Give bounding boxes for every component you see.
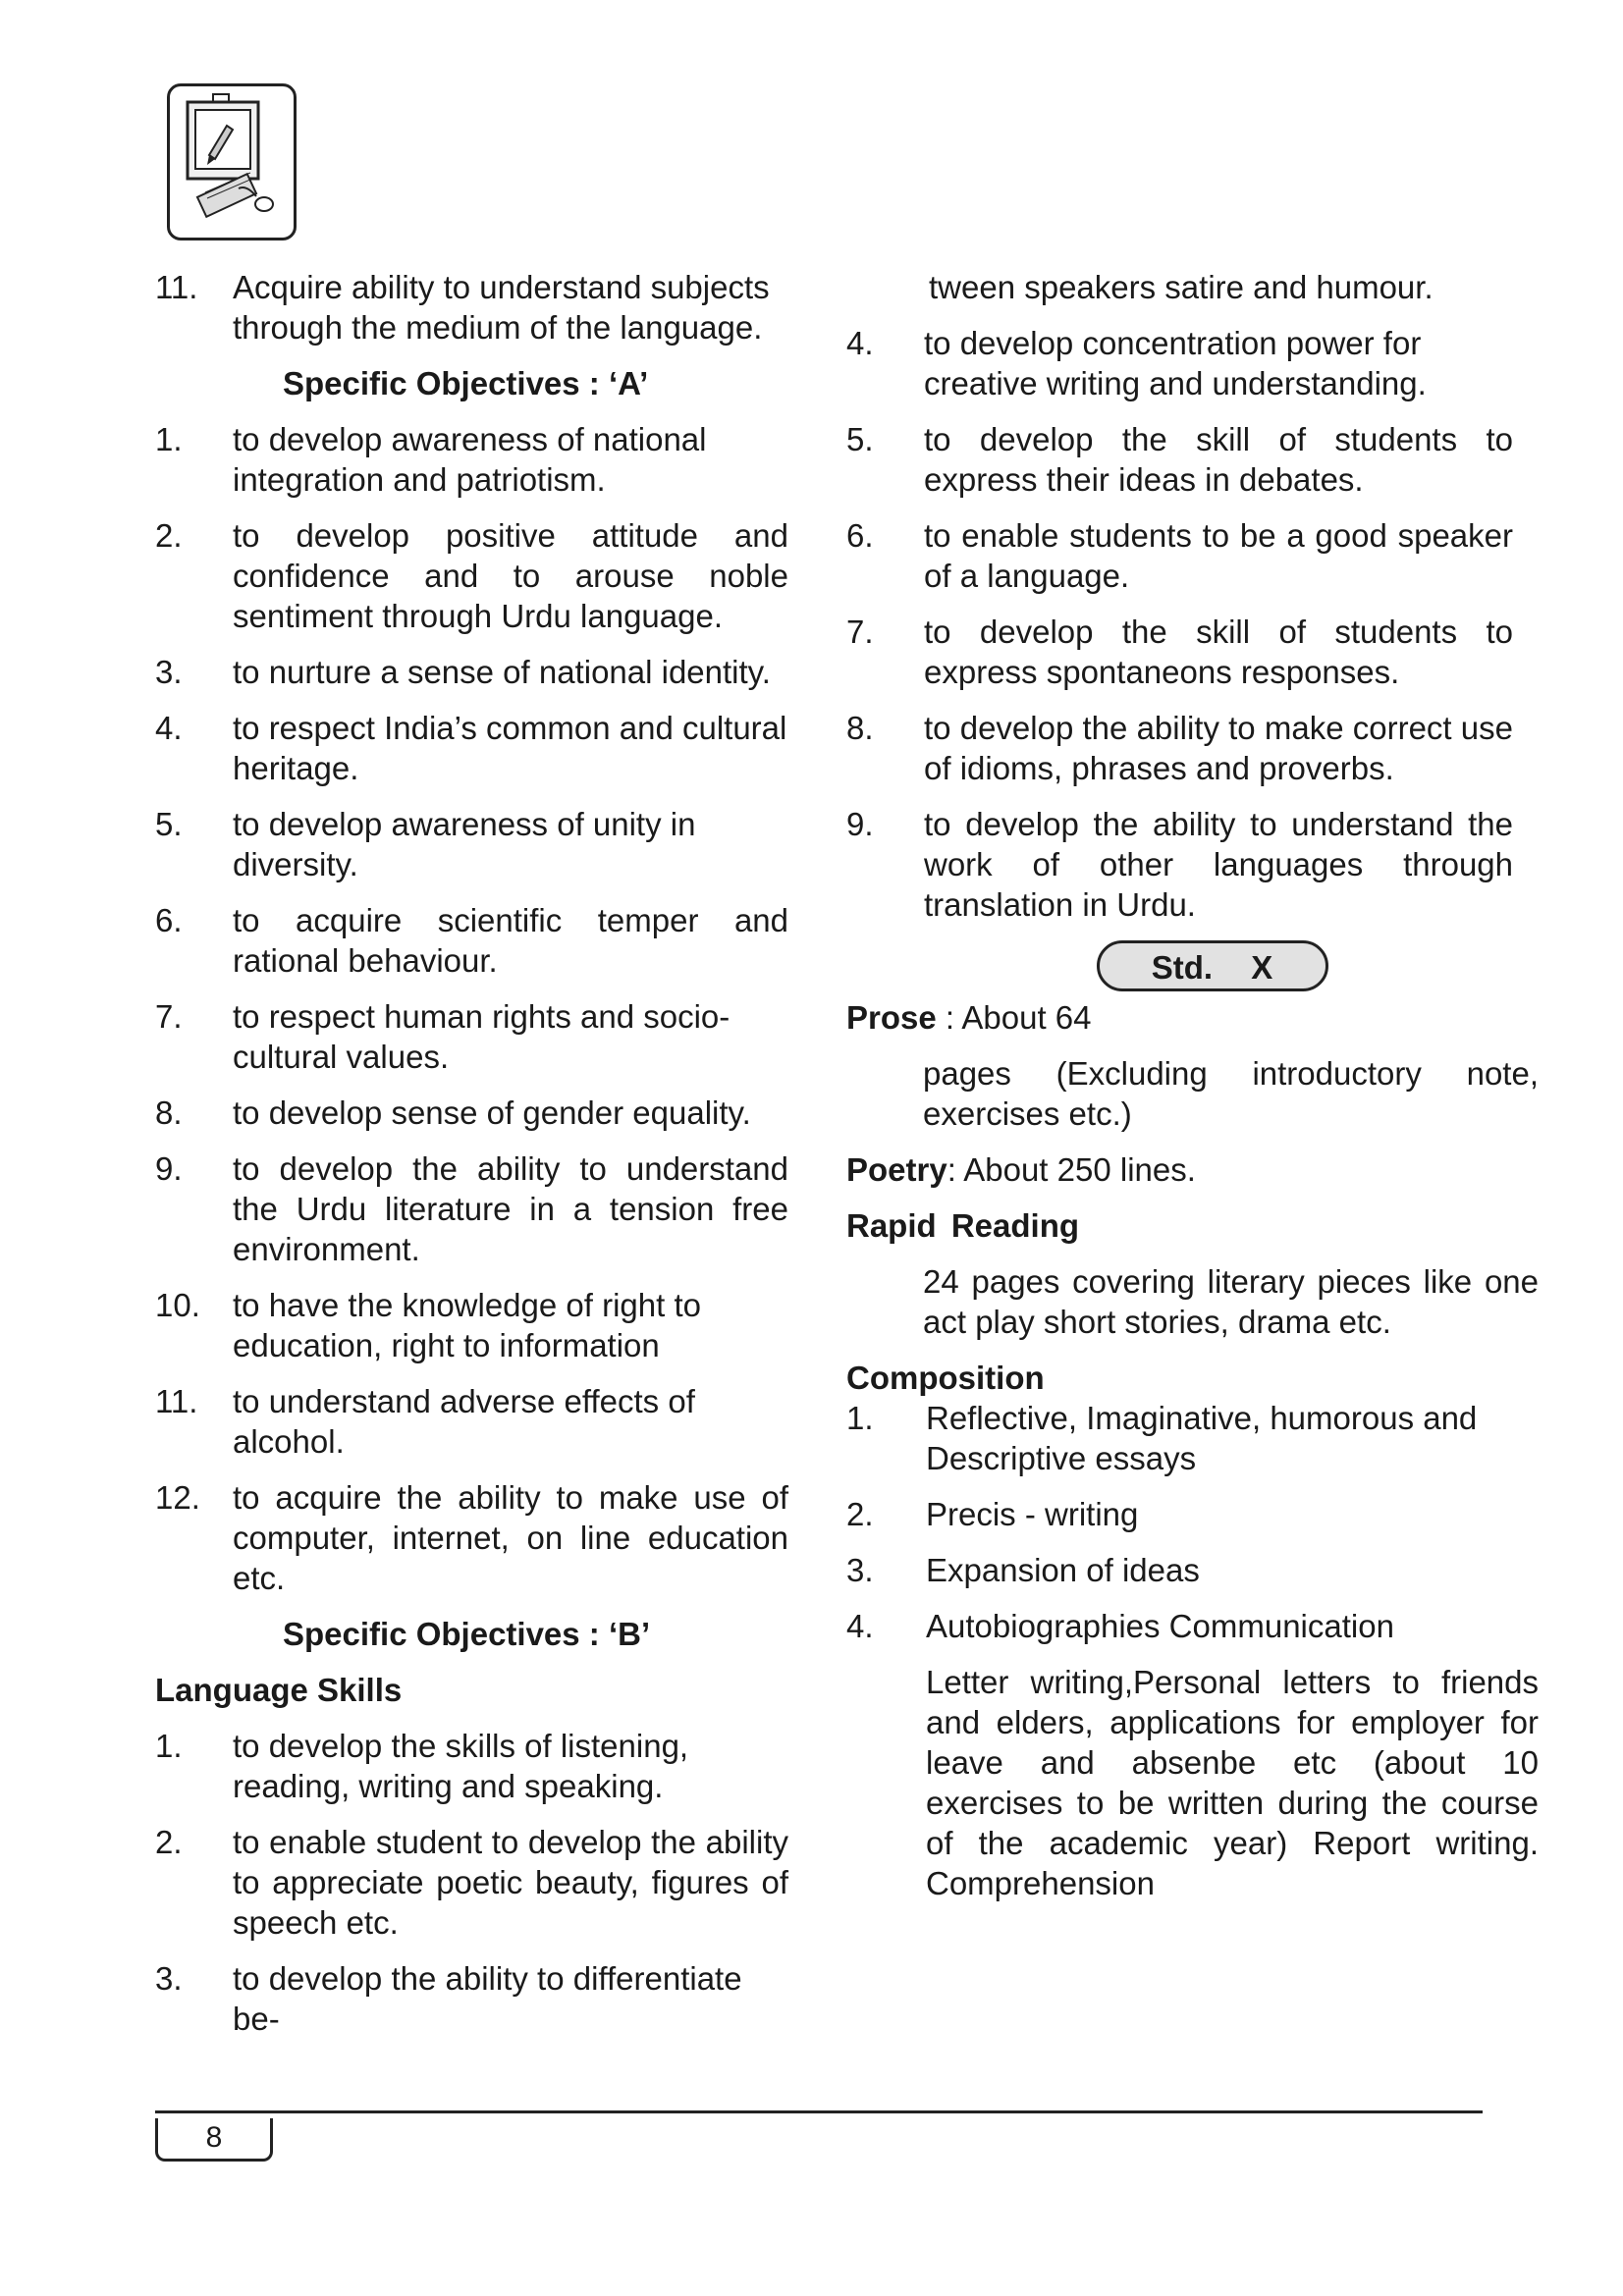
item-text: Precis - writing [926,1496,1139,1532]
list-item [155,1285,788,1365]
list-item [846,804,1513,925]
item-text: to have the knowledge of right to education, right to information [233,1287,701,1363]
item-text: Expansion of ideas [926,1552,1200,1588]
poetry-label: Poetry [846,1151,947,1188]
list-item [846,1398,1539,1478]
item-number: 11. [155,269,198,305]
item-number: 6. [155,902,183,938]
item-number: 11. [155,1383,198,1419]
item-text: Reflective, Imaginative, humorous and Descriptive essays [926,1400,1478,1476]
item-text: to develop the skills of listening, reading, writing and speaking. [233,1728,689,1804]
item-number: 10. [155,1287,200,1323]
item-number: 6. [846,517,874,554]
continued-text: tween speakers satire and humour. [929,269,1434,305]
list-item [155,708,788,788]
section-heading-a: Specific Objectives : ‘A’ [283,365,649,401]
footer-rule [155,2110,1483,2113]
item-number: 8. [155,1095,183,1131]
item-number: 2. [155,517,183,554]
item-number: 7. [846,614,874,650]
item-text: to develop awareness of national integration and patriotism. [233,421,707,498]
list-item [155,419,788,500]
item-number: 2. [155,1824,183,1860]
list-item [846,323,1513,403]
right-column [846,267,1539,1919]
item-text: to develop positive attitude and confidence and to arouse noble sentiment through Urdu language. [233,517,788,634]
item-text: to develop concentration power for creative writing and understanding. [924,325,1427,401]
list-item [155,1726,788,1806]
list-item [155,1093,788,1133]
list-item [846,419,1513,500]
item-text: to nurture a sense of national identity. [233,654,771,690]
section-heading-b: Specific Objectives : ‘B’ [283,1616,651,1652]
composition-detail: Letter writing,Personal letters to friends and elders, applications for employer for leave and absenbe etc (about 10 exercises to be written during the course of the academic year) Report writing. Comprehension [926,1664,1539,1901]
list-item [155,1381,788,1462]
language-skills-heading: Language Skills [155,1672,403,1708]
item-text: to enable students to be a good speaker of a language. [924,517,1513,594]
item-number: 4. [155,710,183,746]
item-number: 1. [155,421,183,457]
item-number: 1. [155,1728,183,1764]
item-number: 3. [846,1552,874,1588]
computer-logo-icon [167,83,297,240]
item-text: Autobiographies Communication [926,1608,1394,1644]
list-item [155,1477,788,1598]
item-text: to develop the skill of students to express spontaneons responses. [924,614,1513,690]
list-item [155,652,788,692]
prose-label: Prose [846,999,937,1036]
prose-line [846,997,1539,1038]
item-text: to respect human rights and socio-cultural values. [233,998,730,1075]
list-item [155,996,788,1077]
item-number: 1. [846,1400,874,1436]
list-item [846,612,1513,692]
item-number: 3. [155,654,183,690]
list-item [846,515,1513,596]
item-text: to acquire the ability to make use of computer, internet, on line education etc. [233,1479,788,1596]
item-number: 4. [846,1608,874,1644]
list-item [155,1148,788,1269]
list-item [155,267,788,347]
item-text: to develop sense of gender equality. [233,1095,751,1131]
composition-heading: Composition [846,1360,1045,1396]
left-column [155,267,788,2055]
item-text: to develop the skill of students to express their ideas in debates. [924,421,1513,498]
item-text: to develop awareness of unity in diversity. [233,806,696,882]
list-item [155,804,788,884]
item-text: to understand adverse effects of alcohol. [233,1383,695,1460]
list-item [846,708,1513,788]
list-item [155,1822,788,1943]
item-text: Acquire ability to understand subjects through the medium of the language. [233,269,770,346]
item-text: to develop the ability to understand the Urdu literature in a tension free environment. [233,1150,788,1267]
std-badge-wrap [846,940,1539,991]
item-number: 2. [846,1496,874,1532]
item-text: to enable student to develop the ability to appreciate poetic beauty, figures of speech etc. [233,1824,788,1941]
item-number: 5. [155,806,183,842]
list-item [846,1606,1539,1646]
list-item [155,900,788,981]
std-badge: Std. X [1097,940,1328,991]
item-number: 12. [155,1479,200,1516]
item-text: to develop the ability to differentiate be- [233,1960,742,2037]
prose-text: : About 64 [936,999,1092,1036]
item-text: to develop the ability to make correct use of idioms, phrases and proverbs. [924,710,1513,786]
page-number: 8 [155,2118,273,2162]
item-number: 9. [846,806,874,842]
item-number: 3. [155,1960,183,1997]
item-number: 5. [846,421,874,457]
rapid-reading-heading: Rapid Reading [846,1207,1080,1244]
list-item [155,515,788,636]
item-number: 7. [155,998,183,1035]
prose-detail: pages (Excluding introductory note, exercises etc.) [923,1055,1539,1132]
item-number: 4. [846,325,874,361]
item-text: to respect India’s common and cultural heritage. [233,710,787,786]
item-text: to acquire scientific temper and rational behaviour. [233,902,788,979]
list-item [846,1550,1539,1590]
item-text: to develop the ability to understand the work of other languages through translation in Urdu. [924,806,1513,923]
poetry-text: : About 250 lines. [947,1151,1196,1188]
poetry-line [846,1149,1539,1190]
list-item [846,1494,1539,1534]
rapid-reading-detail: 24 pages covering literary pieces like one act play short stories, drama etc. [923,1263,1539,1340]
list-item [155,1958,788,2039]
item-number: 8. [846,710,874,746]
item-number: 9. [155,1150,183,1187]
